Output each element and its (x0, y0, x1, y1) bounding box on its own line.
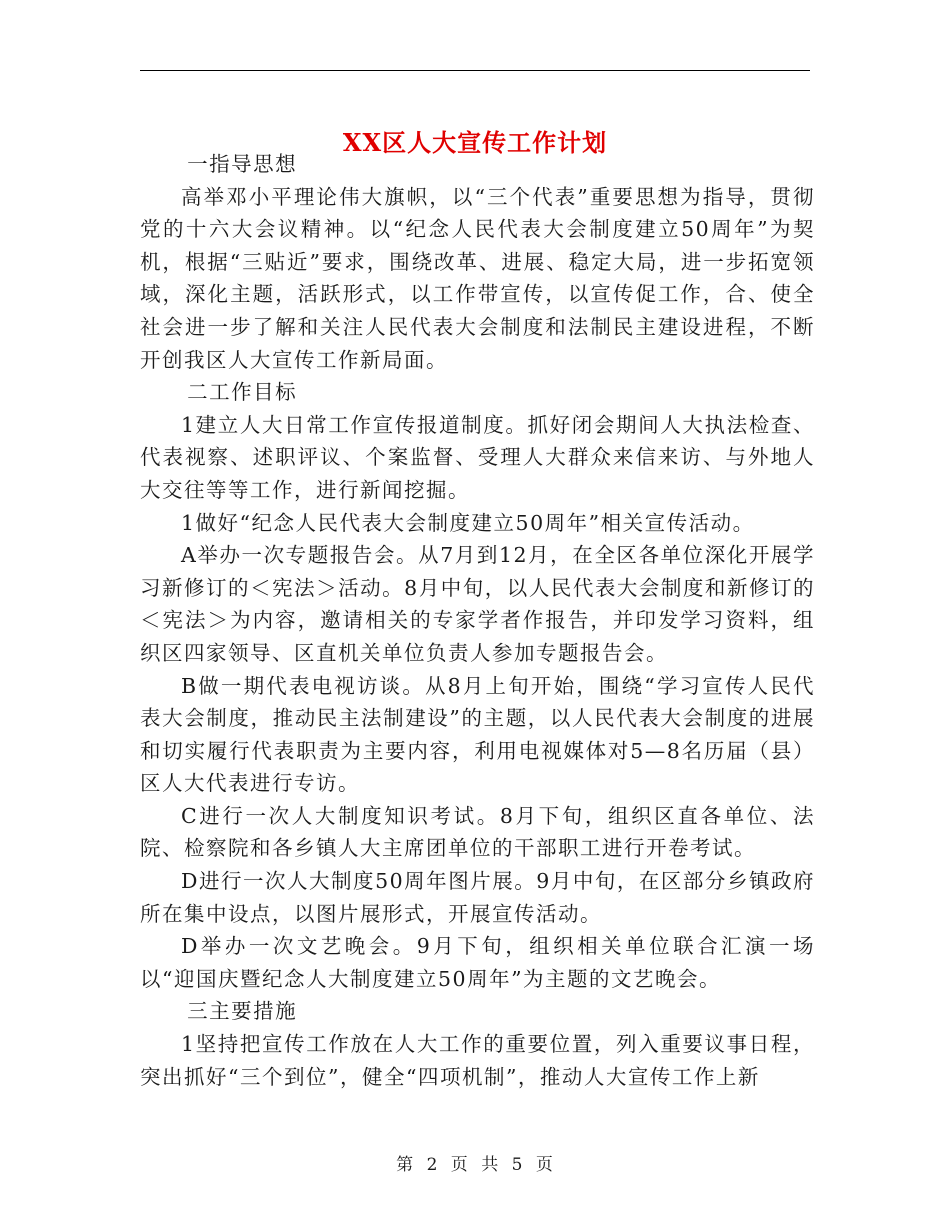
paragraph-goal-reporting-system: 1建立人大日常工作宣传报道制度。抓好闭会期间人大执法检查、代表视察、述职评议、个案监督、受理人大群众来信来访、与外地人大交往等等工作，进行新闻挖掘。 (140, 412, 815, 502)
paragraph-guiding-ideology: 高举邓小平理论伟大旗帜，以“三个代表”重要思想为指导，贯彻党的十六大会议精神。以“纪念人民代表大会制度建立50周年”为契机，根据“三贴近”要求，围绕改革、进展、稳定大局，进一步拓宽领域，深化主题，活跃形式，以工作带宣传，以宣传促工作，合、使全社会进一步了解和关注人民代表大会制度和法制民主建设进程，不断开创我区人大宣传工作新局面。 (140, 184, 815, 372)
header-rule (140, 70, 810, 71)
section-heading-work-goals: 二工作目标 (187, 380, 298, 405)
document-body (140, 148, 815, 1093)
paragraph-activity-c: C进行一次人大制度知识考试。8月下旬，组织区直各单位、法院、检察院和各乡镇人大主席团单位的干部职工进行开卷考试。 (140, 803, 815, 861)
section-heading-main-measures: 三主要措施 (187, 999, 298, 1024)
paragraph-activity-b: B做一期代表电视访谈。从8月上旬开始，围绕“学习宣传人民代表大会制度，推动民主法制建设”的主题，以人民代表大会制度的进展和切实履行代表职责为主要内容，利用电视媒体对5—8名历届（县）区人大代表进行专访。 (140, 673, 815, 796)
page-number: 第 2 页 共 5 页 (396, 1155, 554, 1175)
paragraph-measure-1: 1坚持把宣传工作放在人大工作的重要位置，列入重要议事日程，突出抓好“三个到位”，健全“四项机制”，推动人大宣传工作上新 (140, 1032, 815, 1089)
section-heading-guiding-ideology: 一指导思想 (187, 152, 298, 176)
paragraph-activity-d-gala: D举办一次文艺晚会。9月下旬，组织相关单位联合汇演一场以“迎国庆暨纪念人大制度建立50周年”为主题的文艺晚会。 (140, 934, 815, 991)
document-title: XX区人大宣传工作计划 (342, 128, 608, 158)
paragraph-goal-anniversary-activities: 1做好“纪念人民代表大会制度建立50周年”相关宣传活动。 (181, 510, 755, 535)
paragraph-activity-a: A举办一次专题报告会。从7月到12月，在全区各单位深化开展学习新修订的＜宪法＞活动。8月中旬，以人民代表大会制度和新修订的＜宪法＞为内容，邀请相关的专家学者作报告，并印发学习资料，组织区四家领导、区直机关单位负责人参加专题报告会。 (140, 543, 815, 665)
paragraph-activity-d-photo: D进行一次人大制度50周年图片展。9月中旬，在区部分乡镇政府所在集中设点，以图片展形式，开展宣传活动。 (140, 869, 815, 926)
